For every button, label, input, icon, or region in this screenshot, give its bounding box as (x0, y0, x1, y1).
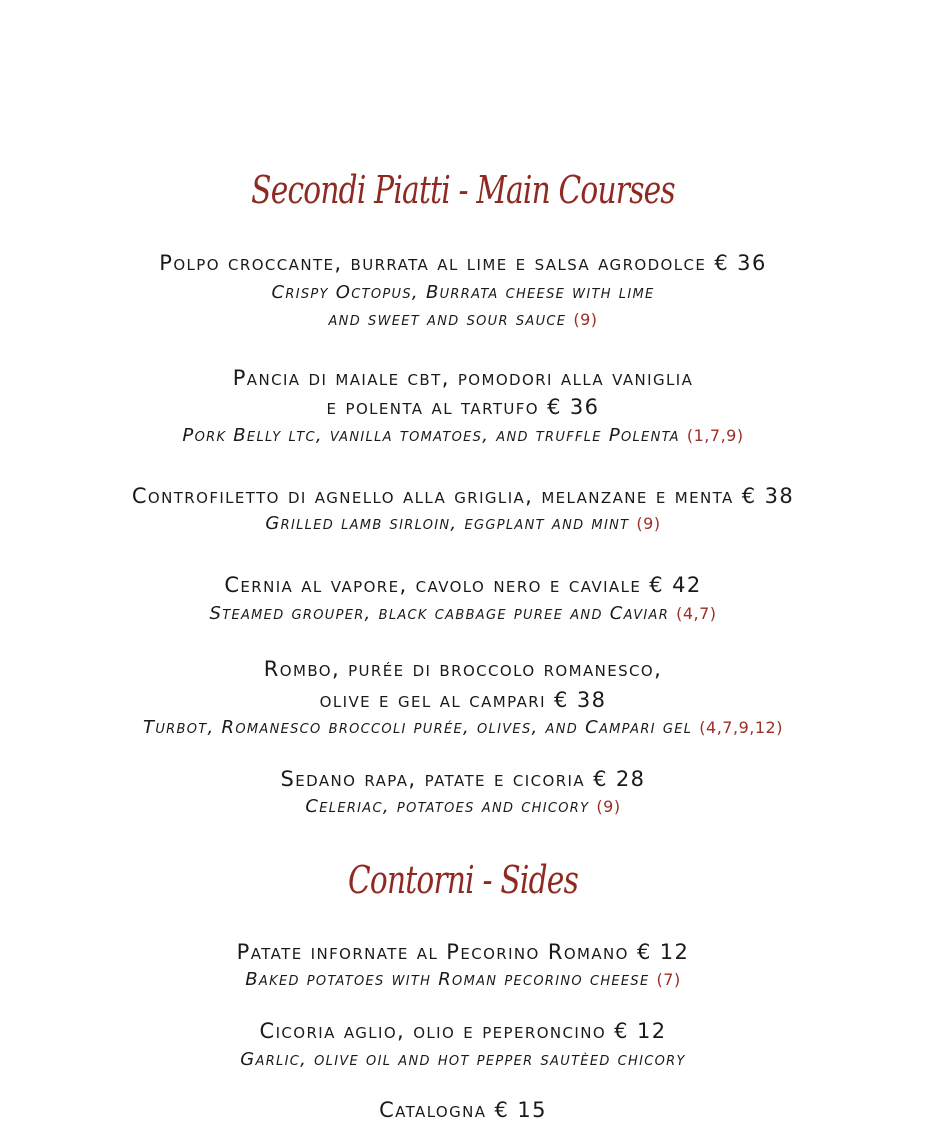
allergen-codes: (4,7,9,12) (699, 718, 783, 737)
dish-celeriac-english-text: Celeriac, potatoes and chicory (305, 796, 590, 817)
dish-octopus-english: Crispy Octopus, Burrata cheese with lime (271, 282, 655, 303)
allergen-codes: (9) (636, 514, 661, 533)
dish-lamb-english (0, 513, 926, 534)
side-catalogna-italian: Catalogna € 15 (379, 1098, 547, 1122)
dish-turbot-english-text: Turbot, Romanesco broccoli purée, olives, and Campari gel (143, 717, 693, 738)
dish-pork-italian: Pancia di maiale cbt, pomodori alla vaniglia (232, 366, 694, 390)
dish-turbot-english (0, 717, 926, 738)
side-potatoes-english (0, 969, 926, 990)
dish-turbot-italian: Rombo, purée di broccolo romanesco, (263, 657, 663, 681)
section-title-sides: Contorni - Sides (347, 858, 579, 902)
allergen-codes: (7) (656, 970, 681, 989)
dish-lamb-italian: Controfiletto di agnello alla griglia, melanzane e menta € 38 (131, 484, 795, 508)
dish-turbot-italian-2: olive e gel al campari € 38 (319, 688, 607, 712)
dish-pork-italian-2: e polenta al tartufo € 36 (326, 395, 600, 419)
dish-octopus-italian: Polpo croccante, burrata al lime e salsa agrodolce € 36 (159, 251, 767, 275)
dish-grouper-italian: Cernia al vapore, cavolo nero e caviale € 42 (224, 573, 702, 597)
side-potatoes-italian: Patate infornate al Pecorino Romano € 12 (236, 940, 690, 964)
side-chicory-italian: Cicoria aglio, olio e peperoncino € 12 (259, 1019, 667, 1043)
dish-grouper-english (0, 603, 926, 624)
dish-celeriac-italian: Sedano rapa, patate e cicoria € 28 (280, 767, 646, 791)
dish-pork-english (0, 425, 926, 446)
side-potatoes-english-text: Baked potatoes with Roman pecorino cheese (245, 969, 650, 990)
allergen-codes: (9) (596, 797, 621, 816)
side-chicory-english: Garlic, olive oil and hot pepper sautèed chicory (240, 1049, 686, 1070)
dish-octopus-english-text: and sweet and sour sauce (328, 309, 567, 330)
allergen-codes: (1,7,9) (686, 426, 744, 445)
allergen-codes: (9) (573, 310, 598, 329)
dish-octopus-english-2 (0, 309, 926, 330)
dish-celeriac-english (0, 796, 926, 817)
dish-grouper-english-text: Steamed grouper, black cabbage puree and Caviar (209, 603, 670, 624)
section-title-main-courses: Secondi Piatti - Main Courses (251, 168, 675, 212)
allergen-codes: (4,7) (676, 604, 717, 623)
dish-pork-english-text: Pork Belly ltc, vanilla tomatoes, and truffle Polenta (182, 425, 680, 446)
dish-lamb-english-text: Grilled lamb sirloin, eggplant and mint (265, 513, 630, 534)
